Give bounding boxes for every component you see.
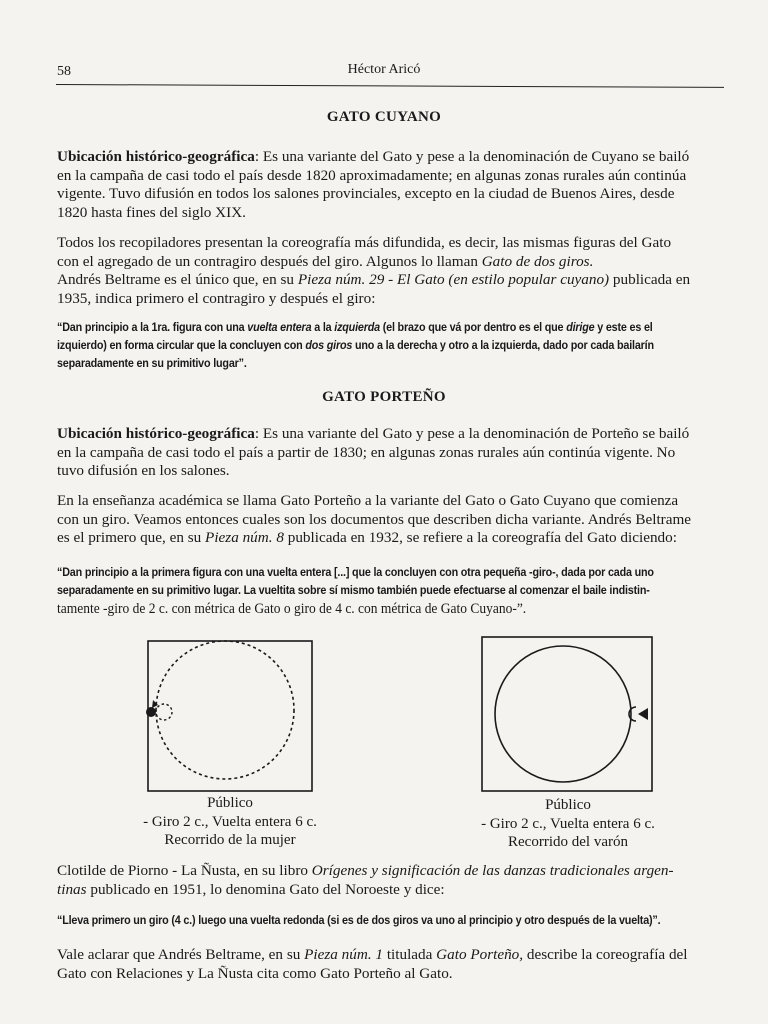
page-number: 58 bbox=[57, 64, 71, 79]
arrowhead-icon bbox=[638, 708, 648, 720]
caption-giro: - Giro 2 c., Vuelta entera 6 c. bbox=[481, 815, 655, 832]
solid-vuelta-path bbox=[495, 646, 631, 782]
section-title-gato-cuyano: GATO CUYANO bbox=[326, 109, 442, 125]
caption-publico: Público bbox=[207, 795, 253, 811]
paragraph-cuyano-ubicacion bbox=[57, 148, 733, 222]
caption-giro: - Giro 2 c., Vuelta entera 6 c. bbox=[143, 813, 317, 830]
text-line: 1935, indica primero el contragiro y después el giro: bbox=[57, 289, 376, 307]
italic-text: Pieza núm. 29 - El Gato (en estilo popular cuyano) bbox=[297, 271, 610, 288]
text-span: titulada bbox=[383, 946, 437, 963]
caption-right bbox=[466, 796, 670, 852]
text-span: a la bbox=[311, 321, 335, 334]
italic-text: Pieza núm. 1 bbox=[304, 946, 384, 963]
text-span: describe la coreografía del bbox=[523, 946, 688, 963]
text-line: Todos los recopiladores presentan la coreografía más difundida, es decir, las mismas figuras del Gato bbox=[57, 234, 672, 251]
quote-beltrame-cuyano bbox=[57, 319, 686, 373]
text-line: 1820 hasta fines del siglo XIX. bbox=[57, 203, 246, 221]
text-span: uno a la derecha y otro a la izquierda, dado por cada bailarín bbox=[352, 339, 654, 352]
italic-text: dirige bbox=[566, 321, 595, 334]
italic-text: Orígenes y significación de las danzas tradicionales argen- bbox=[311, 862, 674, 879]
paragraph-cuyano-recopiladores bbox=[57, 234, 733, 308]
text-span: izquierdo) en forma circular que la concluyen con bbox=[57, 339, 306, 352]
text-line: tuvo difusión en los salones. bbox=[57, 462, 230, 479]
label-ubicacion: Ubicación histórico-geográfica bbox=[57, 425, 255, 442]
start-dot-icon bbox=[146, 707, 156, 717]
text-line: vigente. Tuvo difusión en todos los salones provinciales, excepto en la ciudad de Buenos Aires, desde bbox=[57, 185, 675, 202]
text-span: publicada en bbox=[609, 271, 691, 288]
paragraph-aclaracion bbox=[57, 946, 733, 983]
caption-recorrido: Recorrido de la mujer bbox=[164, 832, 296, 848]
text-span: (el brazo que vá por dentro es el que bbox=[379, 321, 567, 334]
italic-text: tinas bbox=[57, 880, 87, 898]
section-title-gato-porteno: GATO PORTEÑO bbox=[322, 389, 446, 405]
text-line: en la campaña de casi todo el país a partir de 1830; en algunas zonas rurales aún continúa vigente. No bbox=[57, 443, 676, 461]
header-rule bbox=[56, 84, 724, 88]
diagram-recorrido-varon bbox=[478, 634, 658, 796]
dashed-giro-loop bbox=[156, 704, 172, 720]
italic-text: dos giros bbox=[305, 339, 353, 352]
text-line: “Lleva primero un giro (4 c.) luego una vuelta redonda (si es de dos giros va uno al principio y otro después de la vuelta)”. bbox=[57, 914, 661, 927]
dashed-vuelta-path bbox=[156, 641, 294, 779]
caption-left bbox=[130, 794, 330, 850]
text-line: tamente -giro de 2 c. con métrica de Gato o giro de 4 c. con métrica de Gato Cuyano-”. bbox=[57, 601, 527, 617]
running-header-author: Héctor Aricó bbox=[347, 62, 421, 77]
dance-floor-square bbox=[148, 641, 312, 791]
text-span: Vale aclarar que Andrés Beltrame, en su bbox=[57, 946, 305, 963]
text-line: separadamente en su primitivo lugar”. bbox=[57, 357, 247, 370]
text-span: con el agregado de un contragiro después del giro. Algunos lo llaman bbox=[57, 252, 482, 270]
text-span: publicada en 1932, se refiere a la coreografía del Gato diciendo: bbox=[283, 529, 677, 546]
text-line: en la campaña de casi todo el país desde 1820 aproximadamente; en algunas zonas rurales aún continúa bbox=[57, 166, 687, 184]
diagram-recorrido-mujer bbox=[140, 638, 320, 798]
caption-publico: Público bbox=[545, 797, 591, 813]
text-span: es el primero que, en su bbox=[57, 529, 206, 546]
quote-piorno bbox=[57, 912, 686, 930]
text-line: separadamente en su primitivo lugar. La vueltita sobre sí mismo también puede efectuarse al comenzar el baile indistin- bbox=[57, 584, 650, 597]
text-line: : Es una variante del Gato y pese a la denominación de Cuyano se bailó bbox=[254, 148, 690, 165]
text-span: Andrés Beltrame es el único que, en su bbox=[57, 271, 298, 288]
quote-beltrame-porteno bbox=[57, 564, 686, 618]
label-ubicacion: Ubicación histórico-geográfica bbox=[57, 148, 255, 165]
text-span: “Dan principio a la 1ra. figura con una bbox=[57, 321, 248, 334]
text-line: En la enseñanza académica se llama Gato Porteño a la variante del Gato o Gato Cuyano que comienza bbox=[57, 492, 679, 509]
text-line: “Dan principio a la primera figura con una vuelta entera [...] que la concluyen con otra pequeña -giro-, dada por cada uno bbox=[57, 566, 654, 579]
text-line: con un giro. Veamos entonces cuales son los documentos que describen dicha variante. Andrés Beltrame bbox=[57, 510, 692, 528]
italic-text: Gato Porteño, bbox=[436, 946, 524, 963]
paragraph-porteno-ubicacion bbox=[57, 425, 733, 481]
italic-text: izquierda bbox=[334, 321, 380, 334]
paragraph-porteno-ensenanza bbox=[57, 492, 733, 548]
text-span: publicado en 1951, lo denomina Gato del Noroeste y dice: bbox=[86, 880, 445, 898]
italic-text: vuelta entera bbox=[247, 321, 312, 334]
dance-floor-square bbox=[482, 637, 652, 791]
text-line: Gato con Relaciones y La Ñusta cita como Gato Porteño al Gato. bbox=[57, 964, 453, 982]
text-span: Clotilde de Piorno - La Ñusta, en su libro bbox=[57, 862, 312, 879]
giro-loop bbox=[629, 707, 636, 721]
italic-text: Pieza núm. 8 bbox=[205, 529, 284, 546]
paragraph-piorno bbox=[57, 862, 733, 899]
italic-text: Gato de dos giros. bbox=[481, 252, 594, 270]
text-span: y este es el bbox=[594, 321, 653, 334]
text-span: : Es una variante del Gato y pese a la denominación de Porteño se bailó bbox=[254, 425, 690, 442]
caption-recorrido: Recorrido del varón bbox=[508, 834, 628, 850]
